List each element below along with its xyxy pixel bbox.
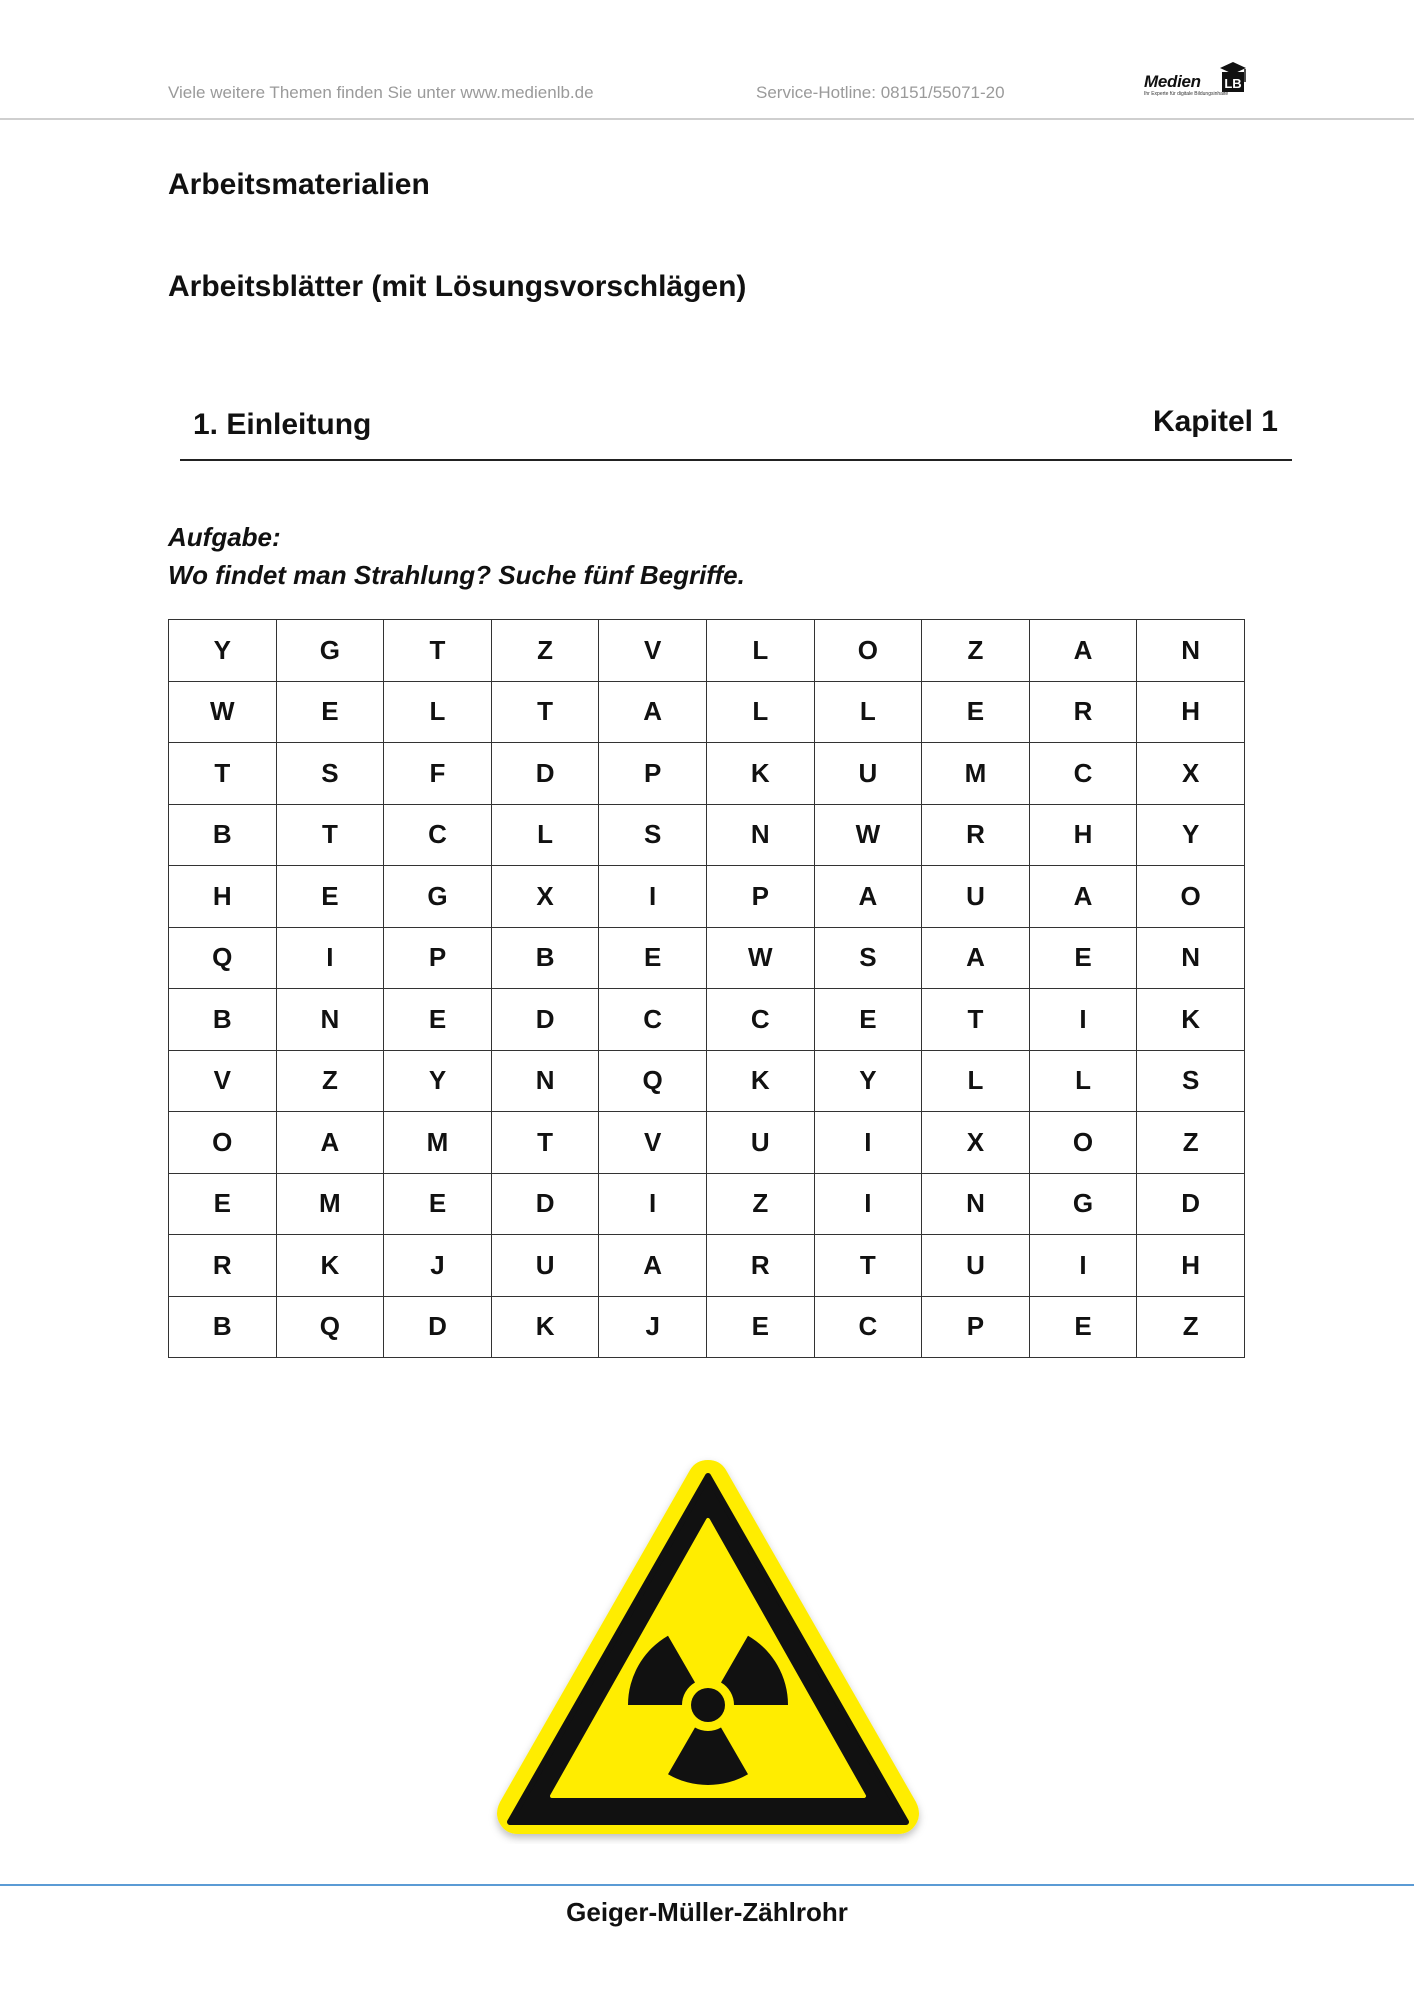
grid-cell: N: [706, 804, 814, 866]
grid-cell: L: [1029, 1050, 1137, 1112]
grid-cell: C: [599, 989, 707, 1051]
grid-cell: H: [169, 866, 277, 928]
grid-cell: K: [491, 1296, 599, 1358]
grid-cell: A: [1029, 620, 1137, 682]
grid-cell: C: [1029, 743, 1137, 805]
task-text: Wo findet man Strahlung? Suche fünf Begriffe.: [168, 560, 745, 590]
grid-cell: N: [922, 1173, 1030, 1235]
grid-row: [169, 1050, 1245, 1112]
grid-cell: K: [276, 1235, 384, 1297]
grid-cell: R: [706, 1235, 814, 1297]
grid-cell: Q: [599, 1050, 707, 1112]
grid-cell: Q: [169, 927, 277, 989]
grid-cell: W: [169, 681, 277, 743]
grid-cell: W: [814, 804, 922, 866]
grid-cell: Z: [1137, 1296, 1245, 1358]
grid-cell: L: [706, 681, 814, 743]
grid-cell: L: [384, 681, 492, 743]
grid-cell: J: [599, 1296, 707, 1358]
grid-cell: S: [814, 927, 922, 989]
grid-cell: D: [491, 743, 599, 805]
grid-cell: L: [814, 681, 922, 743]
grid-cell: T: [491, 1112, 599, 1174]
grid-cell: I: [599, 866, 707, 928]
grid-cell: N: [1137, 927, 1245, 989]
grid-cell: W: [706, 927, 814, 989]
grid-cell: M: [276, 1173, 384, 1235]
grid-cell: I: [1029, 989, 1137, 1051]
grid-cell: I: [276, 927, 384, 989]
grid-cell: S: [599, 804, 707, 866]
grid-cell: Z: [491, 620, 599, 682]
grid-cell: N: [276, 989, 384, 1051]
grid-cell: P: [922, 1296, 1030, 1358]
chapter-divider: [180, 459, 1292, 461]
page-subtitle: Arbeitsblätter (mit Lösungsvorschlägen): [168, 270, 747, 303]
grid-cell: A: [814, 866, 922, 928]
grid-cell: E: [1029, 927, 1137, 989]
grid-cell: Y: [814, 1050, 922, 1112]
grid-cell: T: [384, 620, 492, 682]
grid-cell: C: [384, 804, 492, 866]
grid-row: [169, 1296, 1245, 1358]
grid-cell: C: [814, 1296, 922, 1358]
chapter-name: 1. Einleitung: [193, 408, 372, 441]
grid-cell: Z: [922, 620, 1030, 682]
grid-cell: Y: [169, 620, 277, 682]
grid-cell: X: [491, 866, 599, 928]
grid-cell: T: [491, 681, 599, 743]
grid-cell: D: [491, 1173, 599, 1235]
header-website-text: Viele weitere Themen finden Sie unter www.medienlb.de: [168, 83, 594, 102]
grid-cell: B: [491, 927, 599, 989]
grid-cell: F: [384, 743, 492, 805]
grid-row: [169, 681, 1245, 743]
grid-cell: K: [1137, 989, 1245, 1051]
grid-row: [169, 1173, 1245, 1235]
grid-row: [169, 989, 1245, 1051]
grid-cell: O: [169, 1112, 277, 1174]
grid-cell: I: [599, 1173, 707, 1235]
grid-cell: V: [169, 1050, 277, 1112]
grid-cell: G: [276, 620, 384, 682]
grid-row: [169, 804, 1245, 866]
grid-cell: B: [169, 989, 277, 1051]
page-title: Arbeitsmaterialien: [168, 168, 430, 201]
grid-cell: E: [276, 681, 384, 743]
grid-row: [169, 743, 1245, 805]
grid-cell: I: [1029, 1235, 1137, 1297]
grid-cell: M: [922, 743, 1030, 805]
grid-cell: E: [276, 866, 384, 928]
grid-cell: I: [814, 1112, 922, 1174]
grid-cell: U: [922, 1235, 1030, 1297]
grid-cell: R: [922, 804, 1030, 866]
grid-cell: U: [814, 743, 922, 805]
footer-text: Geiger-Müller-Zählrohr: [566, 1897, 848, 1927]
grid-row: [169, 1235, 1245, 1297]
grid-row: [169, 620, 1245, 682]
grid-cell: P: [599, 743, 707, 805]
grid-cell: S: [276, 743, 384, 805]
grid-cell: B: [169, 804, 277, 866]
grid-cell: E: [384, 1173, 492, 1235]
grid-cell: R: [169, 1235, 277, 1297]
grid-cell: C: [706, 989, 814, 1051]
grid-row: [169, 1112, 1245, 1174]
grid-cell: J: [384, 1235, 492, 1297]
grid-cell: P: [384, 927, 492, 989]
grid-cell: T: [922, 989, 1030, 1051]
grid-cell: D: [1137, 1173, 1245, 1235]
grid-cell: E: [814, 989, 922, 1051]
logo-badge: LB: [1224, 76, 1242, 91]
grid-cell: Z: [276, 1050, 384, 1112]
grid-cell: L: [922, 1050, 1030, 1112]
header-divider: [0, 118, 1414, 120]
grid-cell: G: [1029, 1173, 1137, 1235]
grid-cell: N: [491, 1050, 599, 1112]
grid-cell: U: [922, 866, 1030, 928]
grid-cell: S: [1137, 1050, 1245, 1112]
grid-cell: P: [706, 866, 814, 928]
header-hotline-text: Service-Hotline: 08151/55071-20: [756, 83, 1005, 102]
grid-cell: L: [491, 804, 599, 866]
grid-cell: H: [1137, 1235, 1245, 1297]
grid-cell: O: [814, 620, 922, 682]
grid-cell: D: [491, 989, 599, 1051]
task-label: Aufgabe:: [168, 522, 281, 552]
grid-cell: T: [169, 743, 277, 805]
grid-cell: V: [599, 1112, 707, 1174]
grid-cell: E: [1029, 1296, 1137, 1358]
grid-row: [169, 866, 1245, 928]
radiation-warning-icon: [488, 1450, 928, 1844]
chapter-label: Kapitel 1: [1152, 405, 1278, 438]
grid-cell: E: [922, 681, 1030, 743]
word-search-grid: [168, 619, 1245, 1358]
grid-cell: B: [169, 1296, 277, 1358]
grid-cell: A: [922, 927, 1030, 989]
medienlb-logo: [1140, 60, 1250, 102]
grid-cell: A: [599, 681, 707, 743]
grid-cell: X: [922, 1112, 1030, 1174]
grid-cell: A: [599, 1235, 707, 1297]
grid-cell: Z: [1137, 1112, 1245, 1174]
grid-cell: E: [706, 1296, 814, 1358]
logo-tagline: Ihr Experte für digitale Bildungsinhalte: [1144, 91, 1229, 97]
grid-cell: U: [706, 1112, 814, 1174]
grid-row: [169, 927, 1245, 989]
grid-cell: K: [706, 1050, 814, 1112]
grid-cell: H: [1029, 804, 1137, 866]
grid-cell: G: [384, 866, 492, 928]
grid-cell: N: [1137, 620, 1245, 682]
grid-cell: L: [706, 620, 814, 682]
grid-cell: H: [1137, 681, 1245, 743]
logo-text: Medien: [1144, 72, 1201, 91]
grid-cell: X: [1137, 743, 1245, 805]
grid-cell: A: [276, 1112, 384, 1174]
grid-cell: D: [384, 1296, 492, 1358]
grid-cell: T: [276, 804, 384, 866]
grid-cell: I: [814, 1173, 922, 1235]
grid-cell: R: [1029, 681, 1137, 743]
grid-cell: E: [384, 989, 492, 1051]
grid-cell: Z: [706, 1173, 814, 1235]
grid-cell: A: [1029, 866, 1137, 928]
grid-cell: Y: [384, 1050, 492, 1112]
grid-cell: T: [814, 1235, 922, 1297]
grid-cell: O: [1029, 1112, 1137, 1174]
grid-cell: Y: [1137, 804, 1245, 866]
grid-cell: V: [599, 620, 707, 682]
grid-cell: M: [384, 1112, 492, 1174]
grid-cell: K: [706, 743, 814, 805]
grid-cell: Q: [276, 1296, 384, 1358]
grid-cell: E: [599, 927, 707, 989]
grid-cell: E: [169, 1173, 277, 1235]
grid-cell: O: [1137, 866, 1245, 928]
grid-cell: U: [491, 1235, 599, 1297]
footer-divider: [0, 1884, 1414, 1886]
